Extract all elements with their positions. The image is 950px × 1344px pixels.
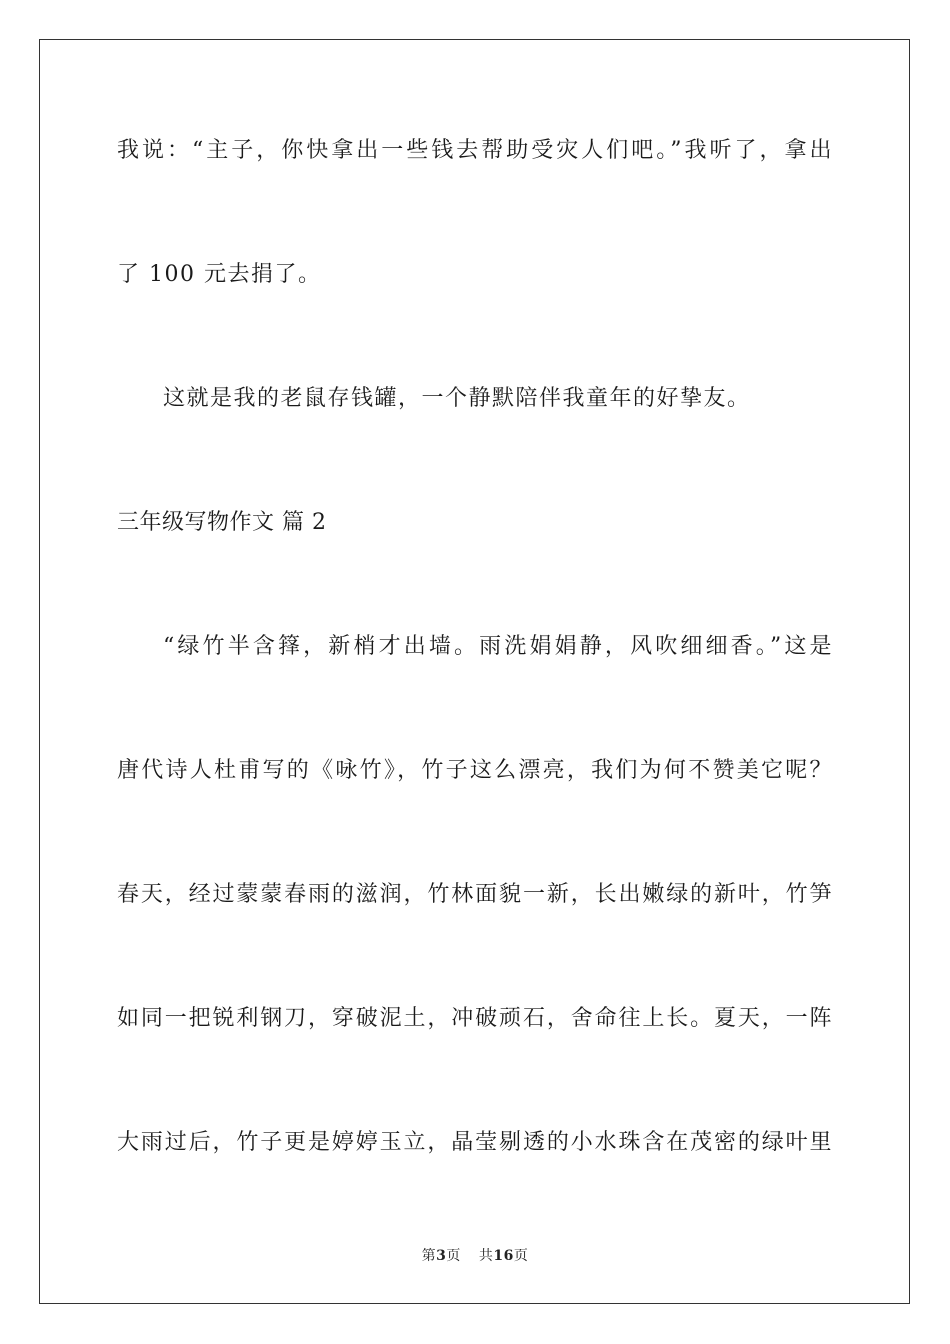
section-heading: 三年级写物作文 篇 2 [117,510,327,535]
total-prefix: 共 [478,1248,494,1264]
total-pages: 16 [493,1248,514,1264]
body-text-line: 这就是我的老鼠存钱罐，一个静默陪伴我童年的好挚友。 [163,386,751,411]
body-text-line: 唐代诗人杜甫写的《咏竹》，竹子这么漂亮，我们为何不赞美它呢？ [117,758,833,783]
body-text-line: 大雨过后，竹子更是婷婷玉立，晶莹剔透的小水珠含在茂密的绿叶里 [117,1130,833,1155]
page-number: 3 [436,1248,447,1264]
body-text-line: 如同一把锐利钢刀，穿破泥土，冲破顽石，舍命往上长。夏天，一阵 [117,1006,833,1031]
page-suffix: 页 [446,1248,461,1264]
page-footer [0,1246,950,1266]
body-text-line: “绿竹半含箨，新梢才出墙。雨洗娟娟静，风吹细细香。”这是 [163,634,833,659]
page-prefix: 第 [421,1248,437,1264]
body-text-line: 春天，经过蒙蒙春雨的滋润，竹林面貌一新，长出嫩绿的新叶，竹笋 [117,882,833,907]
body-text-line: 了 100 元去捐了。 [117,262,322,287]
page-border [39,39,910,1304]
body-text-line: 我说：“主子，你快拿出一些钱去帮助受灾人们吧。”我听了，拿出 [117,138,833,163]
total-suffix: 页 [513,1248,529,1264]
